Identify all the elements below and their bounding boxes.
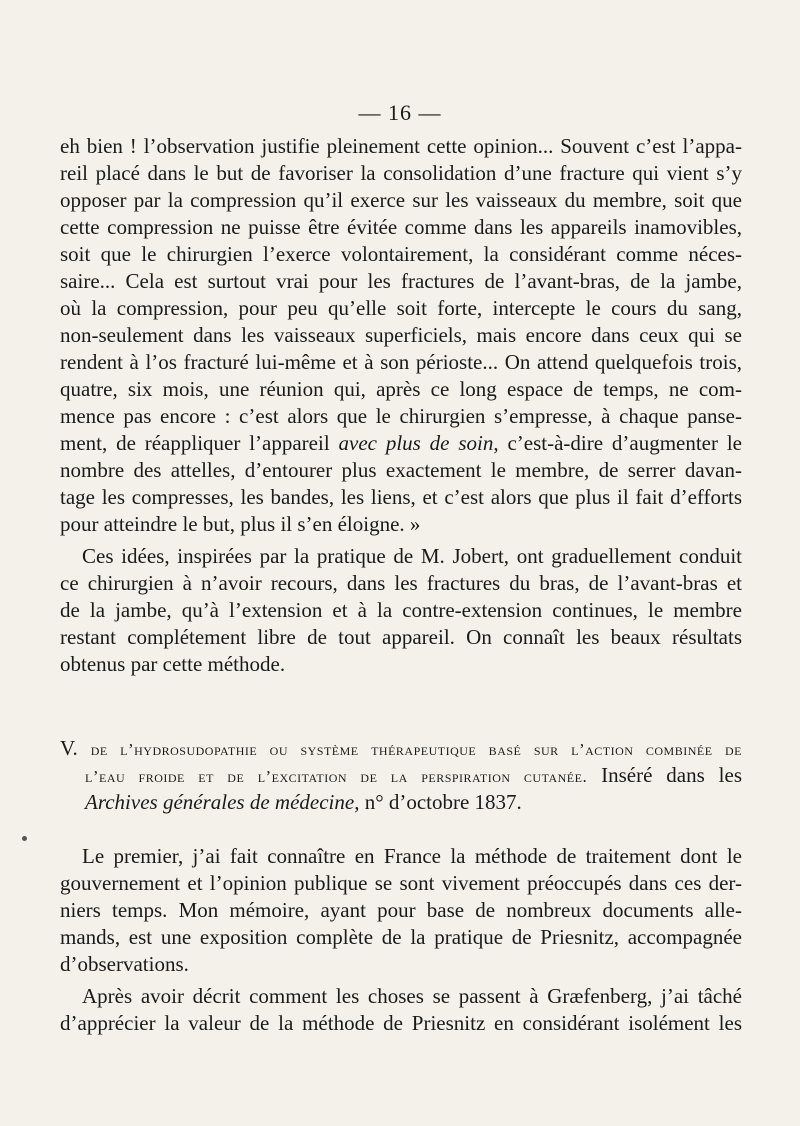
text-line: d’apprécier la valeur de la méthode de Priesnitz en considérant isolément les bbox=[60, 1011, 742, 1035]
page-number: — 16 — bbox=[358, 100, 442, 125]
text-line: de la jambe, qu’à l’extension et à la contre-extension continues, le membre bbox=[60, 598, 742, 622]
text-segment: ment, de réappliquer l’appareil bbox=[60, 431, 339, 455]
text-line: cette compression ne puisse être évitée comme dans les appareils inamovibles, bbox=[60, 215, 742, 239]
text-line: pour atteindre le but, plus il s’en éloigne. » bbox=[60, 512, 421, 536]
text-line: nombre des attelles, d’entourer plus exactement le membre, de serrer davan- bbox=[60, 458, 742, 482]
journal-title: Archives générales de médecine bbox=[85, 790, 355, 814]
text-line: où la compression, pour peu qu’elle soit forte, intercepte le cours du sang, bbox=[60, 296, 742, 320]
text-segment: , c’est-à-dire d’augmenter le bbox=[493, 431, 742, 455]
text-line: ce chirurgien à n’avoir recours, dans les fractures du bras, de l’avant-bras et bbox=[60, 571, 742, 595]
text-line: restant complétement libre de tout appareil. On connaît les beaux résultats bbox=[60, 625, 742, 649]
text-line: reil placé dans le but de favoriser la consolidation d’une fracture qui vient s’y bbox=[60, 161, 742, 185]
text-line: saire... Cela est surtout vrai pour les fractures de l’avant-bras, de la jambe, bbox=[60, 269, 742, 293]
section-title-cont: l’eau froide et de l’excitation de la perspiration cutanée. bbox=[85, 767, 588, 786]
text-segment: Inséré dans les bbox=[587, 763, 742, 787]
text-line: niers temps. Mon mémoire, ayant pour base de nombreux documents alle- bbox=[60, 898, 742, 922]
text-line: soit que le chirurgien l’exerce volontairement, la considérant comme néces- bbox=[60, 242, 742, 266]
text-line: eh bien ! l’observation justifie pleinement cette opinion... Souvent c’est l’appa- bbox=[60, 134, 742, 158]
text-line: mands, est une exposition complète de la pratique de Priesnitz, accompagnée bbox=[60, 925, 742, 949]
text-line-with-italic bbox=[60, 430, 742, 456]
text-line: rendent à l’os fracturé lui-même et à son périoste... On attend quelquefois trois, bbox=[60, 350, 742, 374]
italic-phrase: avec plus de soin bbox=[338, 431, 494, 455]
text-line: d’observations. bbox=[60, 952, 189, 976]
margin-mark bbox=[22, 836, 27, 841]
text-line: mence pas encore : c’est alors que le chirurgien s’empresse, à chaque panse- bbox=[60, 404, 742, 428]
section-title: de l’hydrosudopathie ou système thérapeutique basé sur l’action combinée de bbox=[90, 740, 743, 759]
section-heading-line-2 bbox=[85, 762, 742, 790]
section-numeral: V. bbox=[60, 736, 78, 760]
text-line: obtenus par cette méthode. bbox=[60, 652, 286, 676]
text-line: opposer par la compression qu’il exerce sur les vaisseaux du membre, soit que bbox=[60, 188, 742, 212]
journal-issue: , n° d’octobre 1837. bbox=[354, 790, 522, 814]
section-citation bbox=[85, 789, 742, 815]
text-line: tage les compresses, les bandes, les liens, et c’est alors que plus il fait d’efforts bbox=[60, 485, 742, 509]
text-line: Après avoir décrit comment les choses se passent à Græfenberg, j’ai tâché bbox=[82, 984, 742, 1008]
section-heading-line-1 bbox=[60, 735, 742, 763]
text-line: Le premier, j’ai fait connaître en France la méthode de traitement dont le bbox=[82, 844, 742, 868]
text-line: Ces idées, inspirées par la pratique de M. Jobert, ont graduellement conduit bbox=[82, 544, 742, 568]
text-line: non-seulement dans les vaisseaux superficiels, mais encore dans ceux qui se bbox=[60, 323, 742, 347]
text-line: quatre, six mois, une réunion qui, après ce long espace de temps, ne com- bbox=[60, 377, 742, 401]
text-line: gouvernement et l’opinion publique se sont vivement préoccupés dans ces der- bbox=[60, 871, 742, 895]
